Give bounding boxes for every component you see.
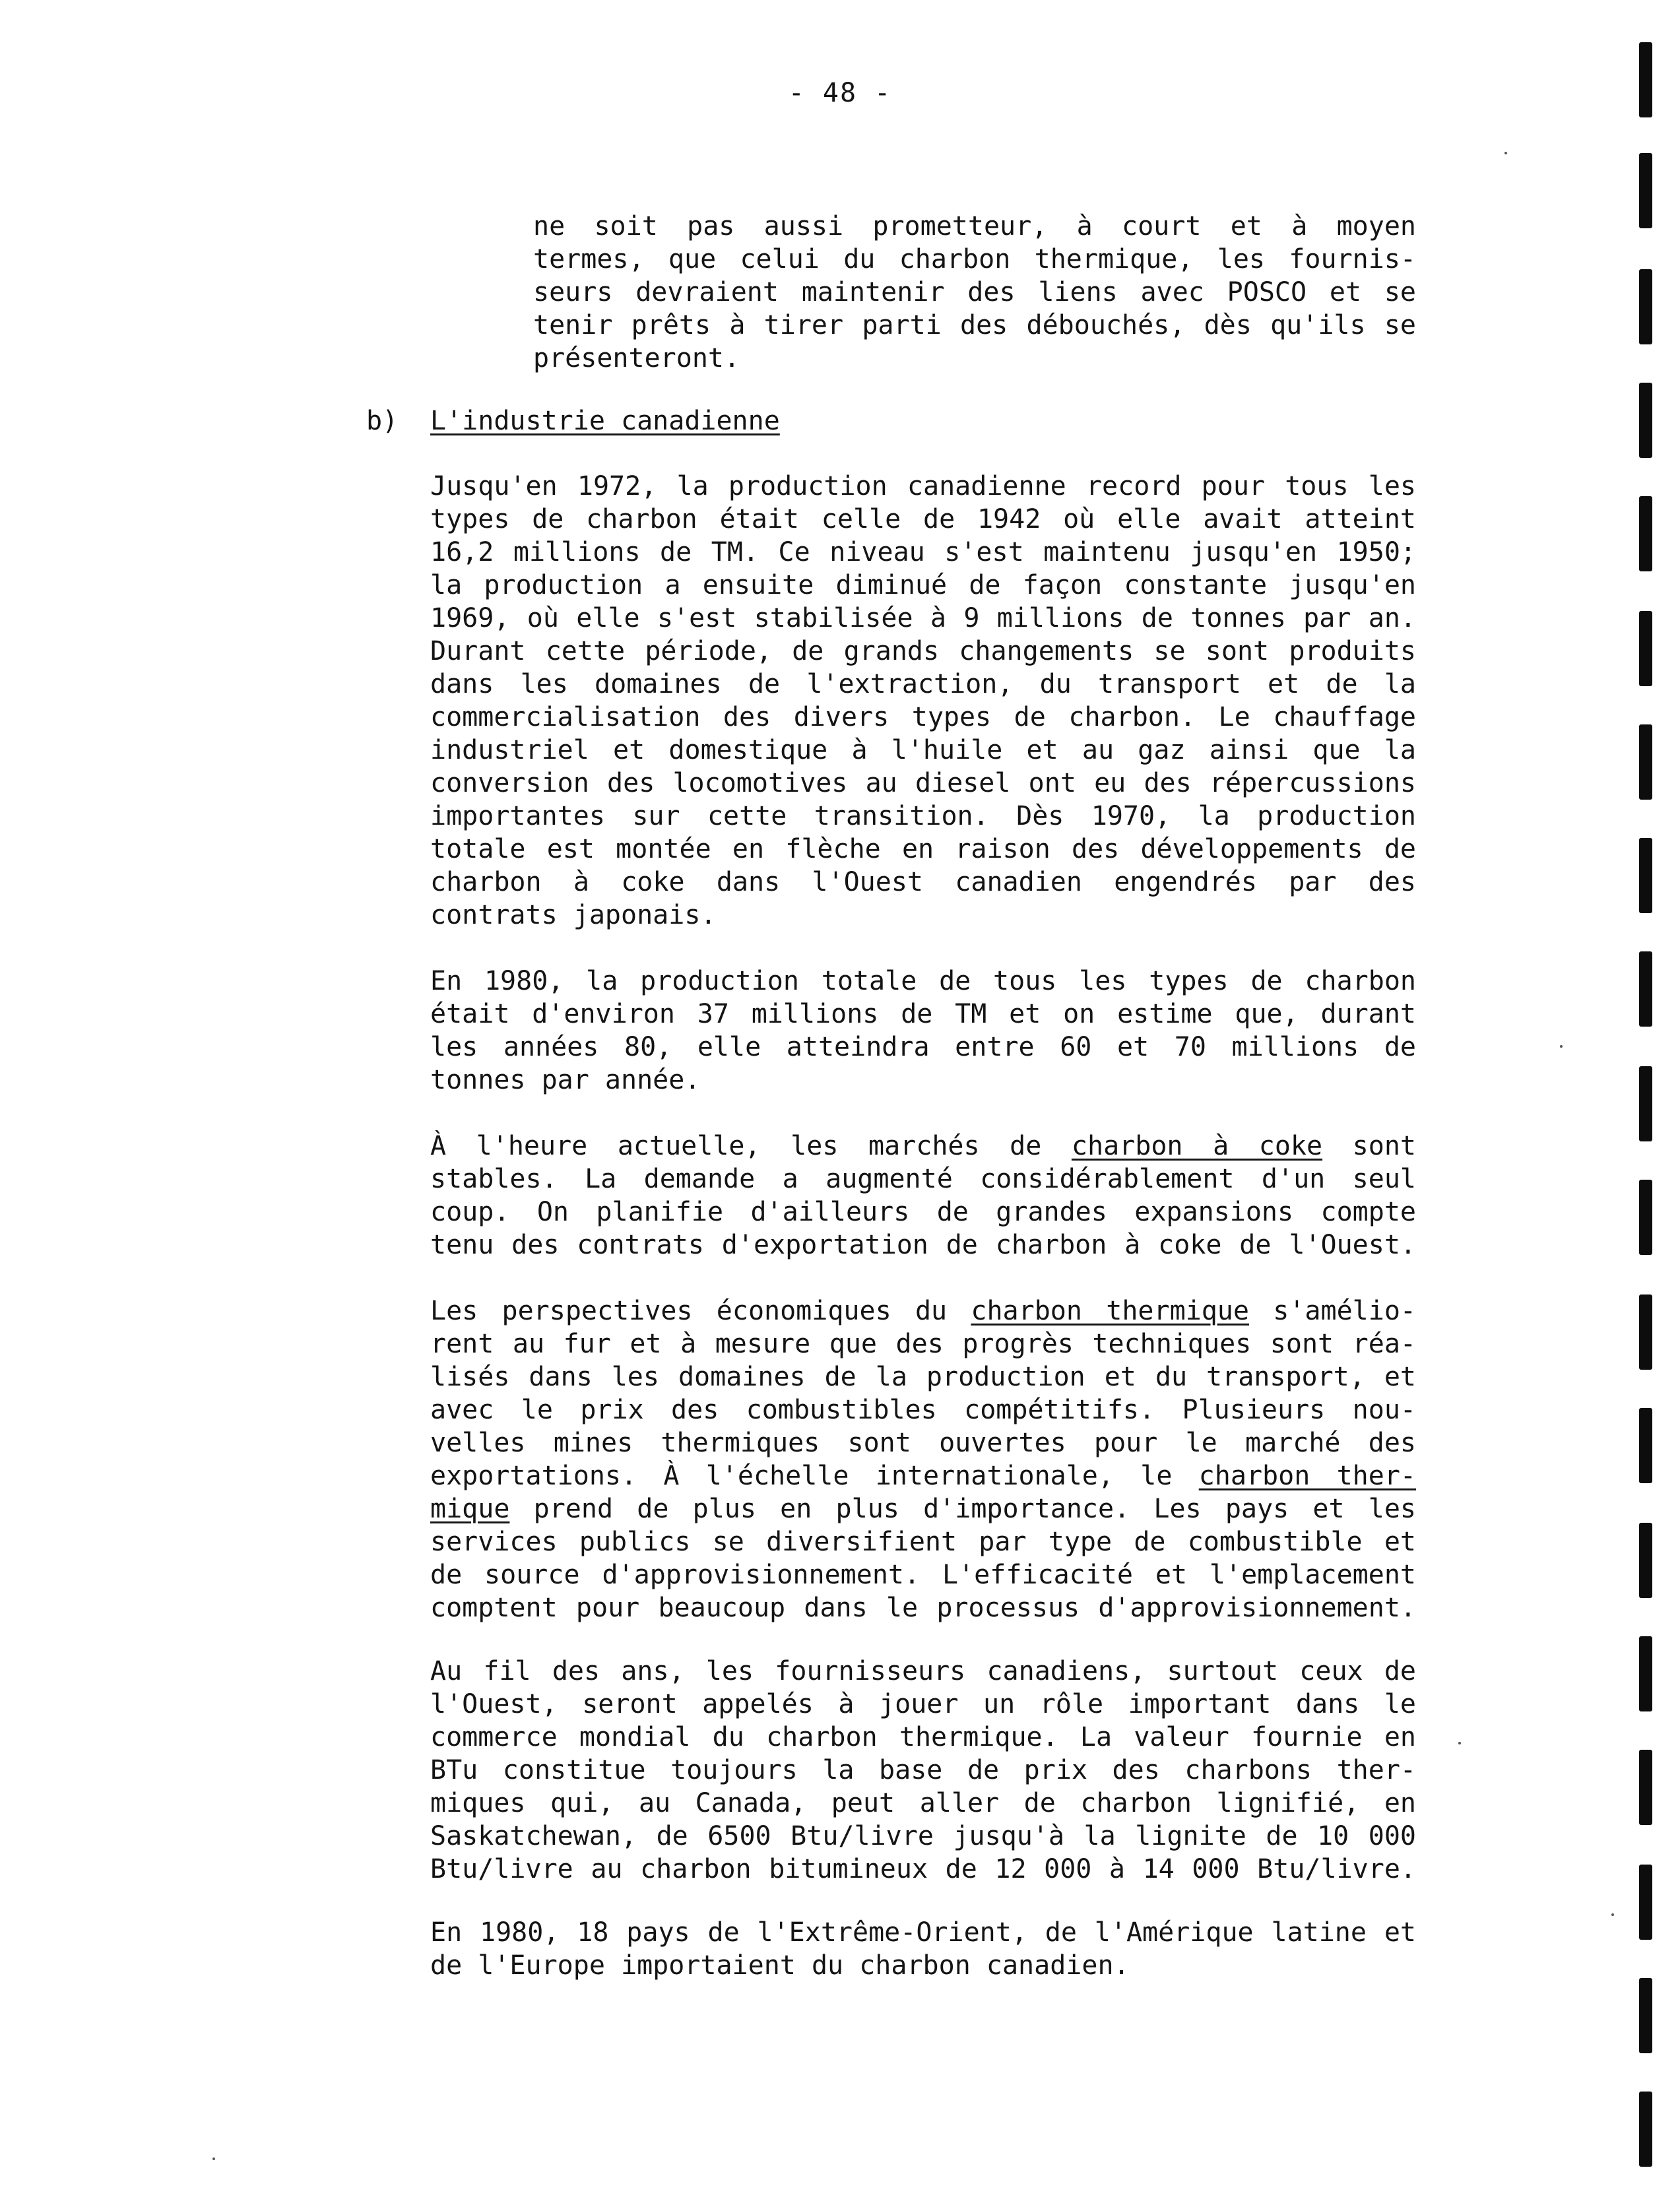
- paragraph-coking-coal: [430, 1130, 1416, 1262]
- text-line: était d'environ 37 millions de TM et on estime que, durant: [430, 999, 1416, 1029]
- binder-mark: [1639, 1523, 1652, 1598]
- paragraph-export-countries: [430, 1916, 1416, 1982]
- text-line: présenteront.: [533, 343, 740, 373]
- text-segment: À l'heure actuelle, les marchés de: [430, 1131, 1072, 1161]
- section-label: b): [366, 406, 399, 436]
- binder-mark: [1639, 1408, 1652, 1483]
- text-segment: prend de plus en plus d'importance. Les pays et les: [509, 1494, 1416, 1524]
- text-segment: exportations. À l'échelle internationale, le: [430, 1461, 1199, 1491]
- binder-mark: [1639, 1180, 1652, 1255]
- binder-mark: [1639, 1978, 1652, 2053]
- text-segment: Les perspectives économiques du: [430, 1296, 971, 1326]
- text-line: BTu constitue toujours la base de prix des charbons ther-: [430, 1755, 1416, 1785]
- text-line: l'Ouest, seront appelés à jouer un rôle important dans le: [430, 1689, 1416, 1719]
- text-line: miques qui, au Canada, peut aller de charbon lignifié, en: [430, 1788, 1416, 1818]
- paragraph-canadian-suppliers: [430, 1655, 1416, 1886]
- binder-mark: [1639, 496, 1652, 571]
- text-line: types de charbon était celle de 1942 où elle avait atteint: [430, 504, 1416, 534]
- text-line: termes, que celui du charbon thermique, les fournis-: [533, 244, 1416, 274]
- underlined-term: charbon thermique: [971, 1296, 1249, 1326]
- text-line: tenu des contrats d'exportation de charbon à coke de l'Ouest.: [430, 1230, 1416, 1260]
- underlined-term: charbon ther-: [1198, 1461, 1416, 1491]
- binder-mark: [1639, 1865, 1652, 1940]
- intro-paragraph: [533, 210, 1416, 375]
- text-line: commerce mondial du charbon thermique. La valeur fournie en: [430, 1722, 1416, 1752]
- underlined-term: mique: [430, 1494, 510, 1524]
- text-line: commercialisation des divers types de charbon. Le chauffage: [430, 702, 1416, 732]
- binder-mark: [1639, 383, 1652, 458]
- text-line: coup. On planifie d'ailleurs de grandes expansions compte: [430, 1197, 1416, 1227]
- text-line: stables. La demande a augmenté considérablement d'un seul: [430, 1164, 1416, 1194]
- text-line: charbon à coke dans l'Ouest canadien engendrés par des: [430, 867, 1416, 897]
- text-line: En 1980, 18 pays de l'Extrême-Orient, de l'Amérique latine et: [430, 1917, 1416, 1948]
- binder-mark: [1639, 2092, 1652, 2167]
- text-line: la production a ensuite diminué de façon constante jusqu'en: [430, 570, 1416, 600]
- text-line: 1969, où elle s'est stabilisée à 9 millions de tonnes par an.: [430, 603, 1416, 633]
- text-line: tenir prêts à tirer parti des débouchés, dès qu'ils se: [533, 310, 1416, 340]
- text-line: Jusqu'en 1972, la production canadienne record pour tous les: [430, 471, 1416, 501]
- text-line: [430, 1130, 1416, 1163]
- text-line: 16,2 millions de TM. Ce niveau s'est maintenu jusqu'en 1950;: [430, 537, 1416, 567]
- text-line: Btu/livre au charbon bitumineux de 12 000 à 14 000 Btu/livre.: [430, 1854, 1416, 1884]
- text-line: seurs devraient maintenir des liens avec POSCO et se: [533, 277, 1416, 307]
- paragraph-production-history: [430, 470, 1416, 932]
- scan-speck: [1560, 1045, 1563, 1048]
- binder-mark: [1639, 269, 1652, 344]
- binder-mark: [1639, 1294, 1652, 1370]
- paragraph-1980-production: [430, 965, 1416, 1097]
- text-line: En 1980, la production totale de tous les types de charbon: [430, 966, 1416, 996]
- text-line: Durant cette période, de grands changements se sont produits: [430, 636, 1416, 666]
- text-line: contrats japonais.: [430, 900, 717, 930]
- text-line: de source d'approvisionnement. L'efficacité et l'emplacement: [430, 1560, 1416, 1590]
- text-line: industriel et domestique à l'huile et au gaz ainsi que la: [430, 735, 1416, 765]
- text-segment: sont: [1322, 1131, 1416, 1161]
- scan-speck: [1458, 1742, 1461, 1744]
- text-line: de l'Europe importaient du charbon canadien.: [430, 1950, 1130, 1981]
- text-line: Au fil des ans, les fournisseurs canadiens, surtout ceux de: [430, 1656, 1416, 1686]
- binder-mark: [1639, 1636, 1652, 1711]
- text-line: importantes sur cette transition. Dès 1970, la production: [430, 801, 1416, 831]
- scan-speck: [1504, 152, 1507, 154]
- text-line: tonnes par année.: [430, 1065, 701, 1095]
- binder-mark: [1639, 838, 1652, 913]
- text-line: [430, 1459, 1416, 1492]
- underlined-term: charbon à coke: [1071, 1131, 1323, 1161]
- text-line: comptent pour beaucoup dans le processus d'approvisionnement.: [430, 1593, 1416, 1623]
- section-title: L'industrie canadienne: [430, 406, 780, 436]
- text-segment: s'amélio-: [1248, 1296, 1416, 1326]
- text-line: [430, 1294, 1416, 1327]
- text-line: ne soit pas aussi prometteur, à court et à moyen: [533, 211, 1416, 241]
- text-line: velles mines thermiques sont ouvertes pour le marché des: [430, 1428, 1416, 1458]
- binder-mark: [1639, 42, 1652, 117]
- text-line: dans les domaines de l'extraction, du transport et de la: [430, 669, 1416, 699]
- text-line: rent au fur et à mesure que des progrès techniques sont réa-: [430, 1329, 1416, 1359]
- binder-mark: [1639, 1066, 1652, 1141]
- binder-mark: [1639, 611, 1652, 686]
- page-number: - 48 -: [788, 78, 892, 108]
- text-line: services publics se diversifient par type de combustible et: [430, 1527, 1416, 1557]
- text-line: les années 80, elle atteindra entre 60 et 70 millions de: [430, 1032, 1416, 1062]
- binder-mark: [1639, 153, 1652, 228]
- text-line: totale est montée en flèche en raison des développements de: [430, 834, 1416, 864]
- binder-mark: [1639, 1750, 1652, 1825]
- text-line: conversion des locomotives au diesel ont eu des répercussions: [430, 768, 1416, 798]
- scan-speck: [212, 2157, 215, 2160]
- text-line: lisés dans les domaines de la production et du transport, et: [430, 1362, 1416, 1392]
- paragraph-thermal-coal: [430, 1294, 1416, 1624]
- text-line: [430, 1492, 1416, 1525]
- binder-mark: [1639, 951, 1652, 1027]
- text-line: Saskatchewan, de 6500 Btu/livre jusqu'à la lignite de 10 000: [430, 1821, 1416, 1851]
- section-heading: [366, 404, 780, 437]
- binder-mark: [1639, 724, 1652, 800]
- text-line: avec le prix des combustibles compétitifs. Plusieurs nou-: [430, 1395, 1416, 1425]
- scan-speck: [1611, 1913, 1614, 1916]
